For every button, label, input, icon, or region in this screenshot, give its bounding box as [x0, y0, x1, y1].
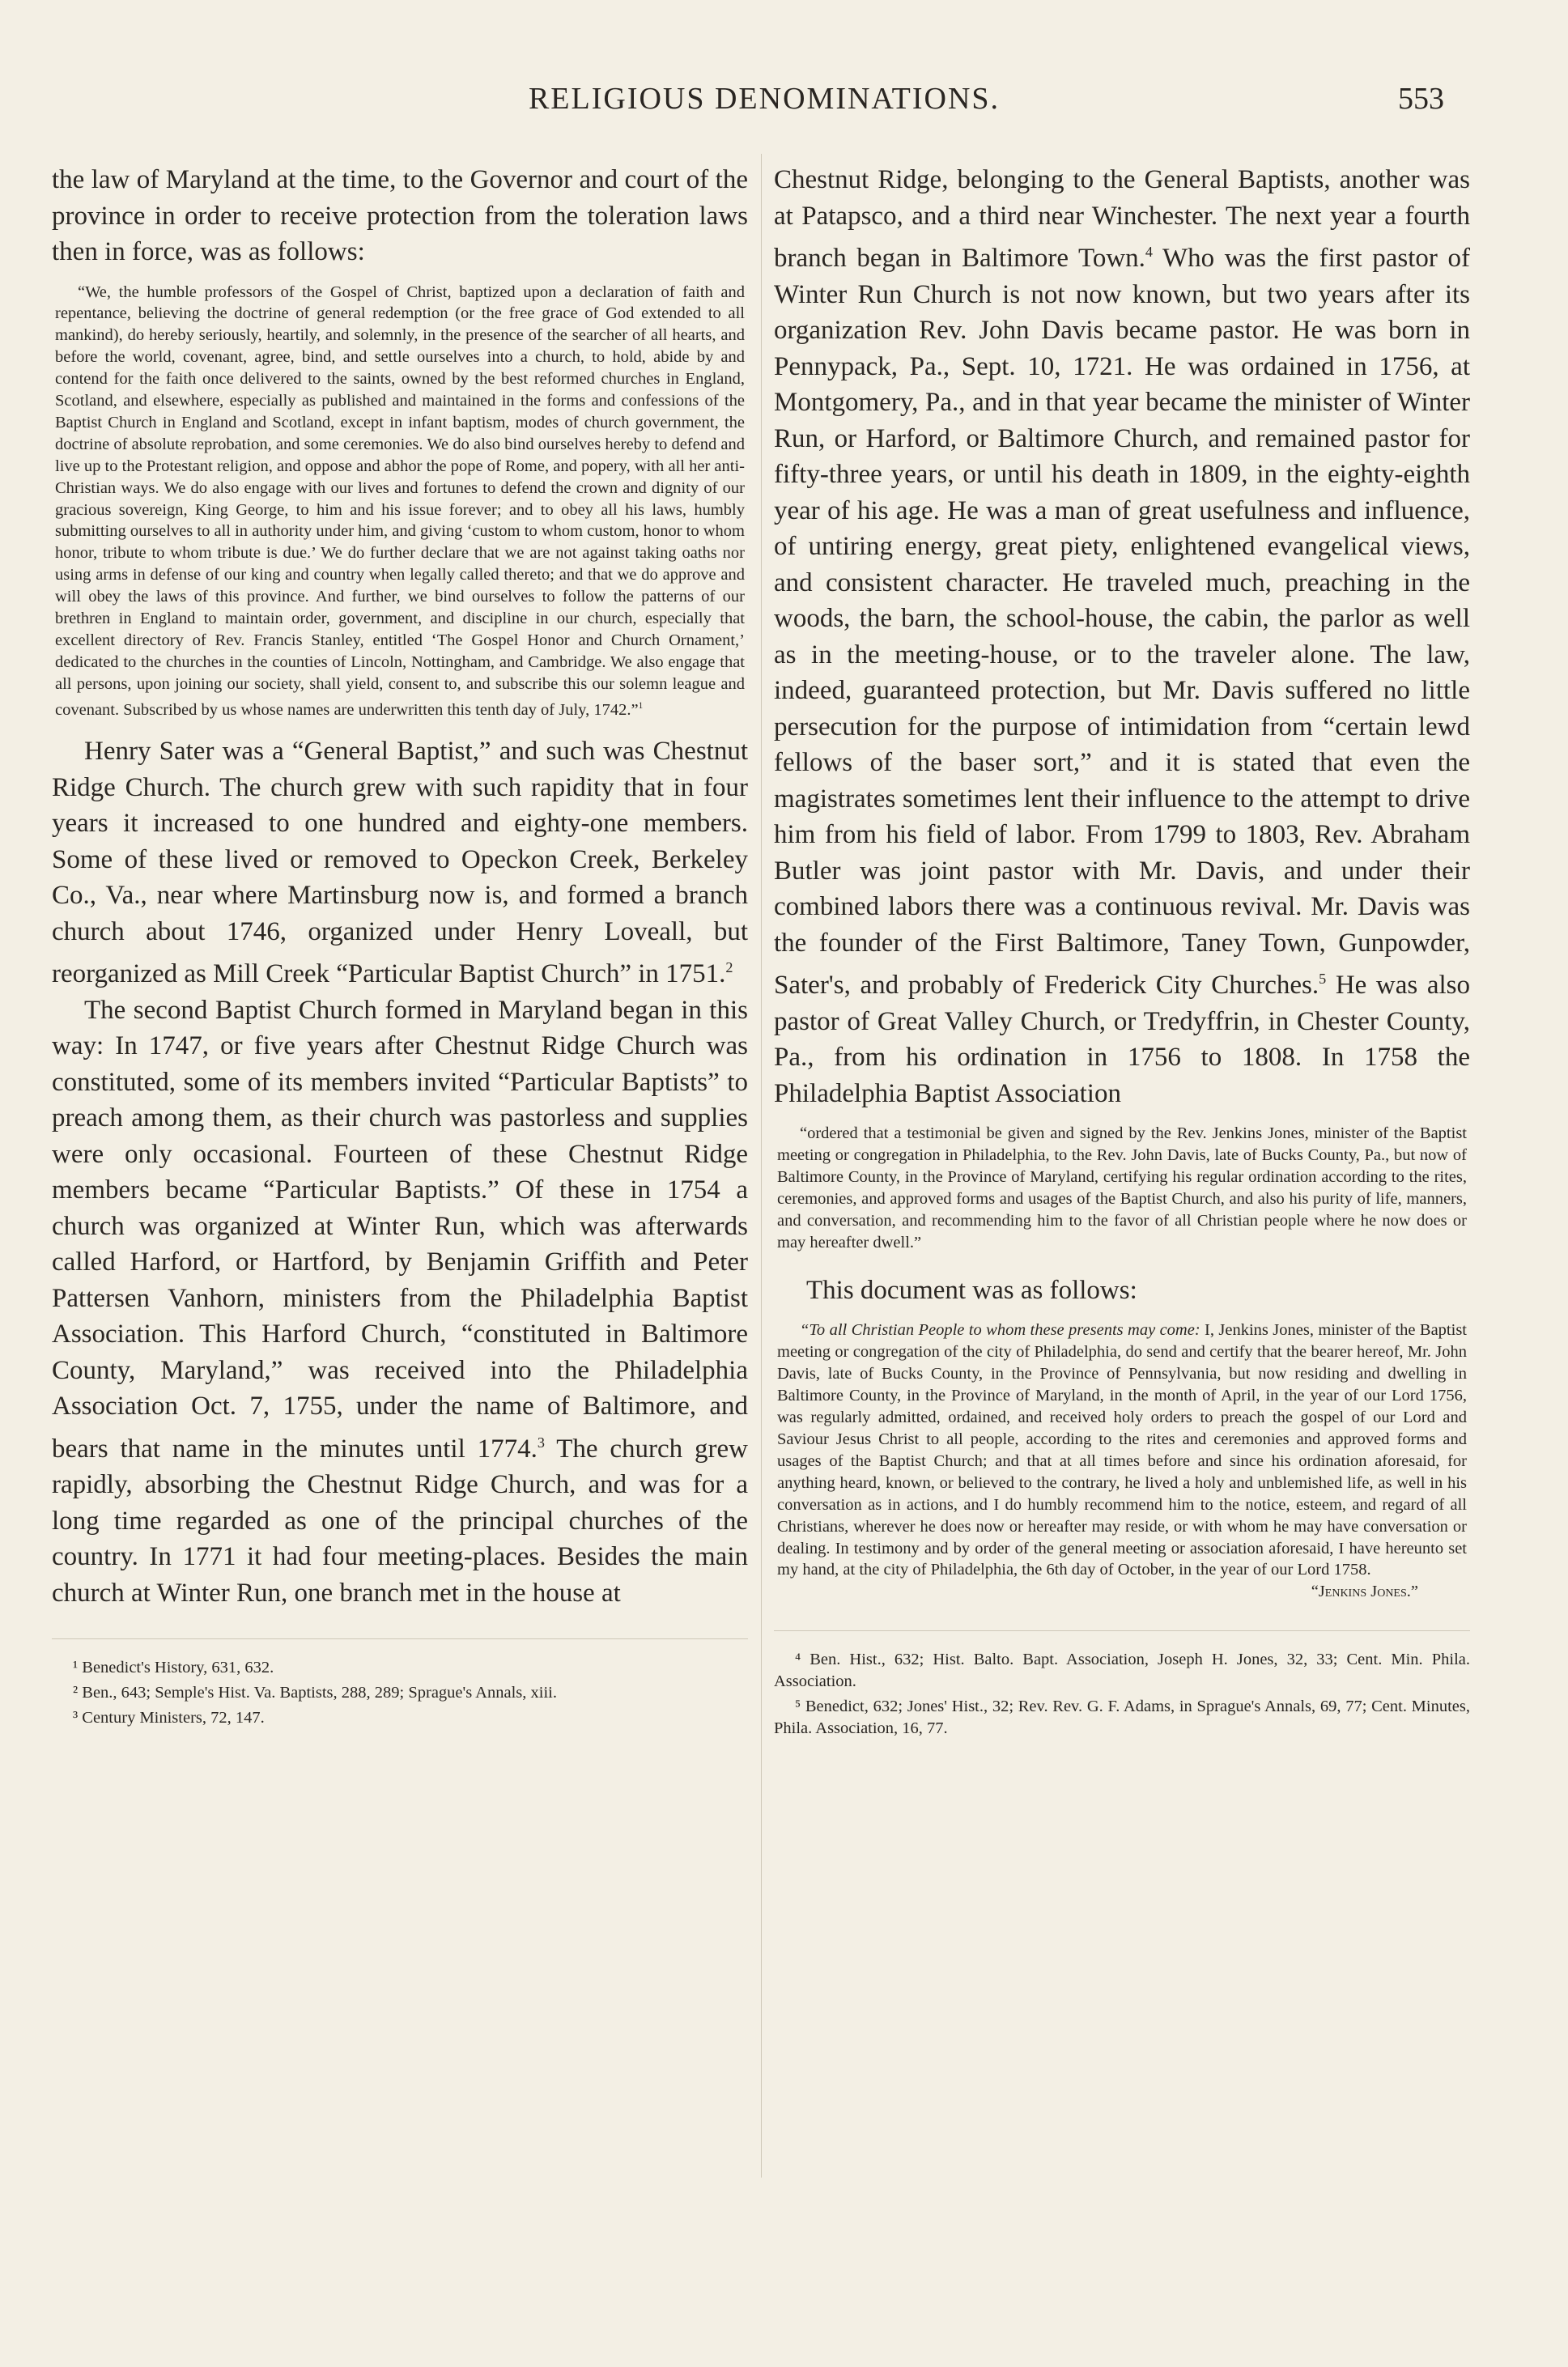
footnotes [774, 1649, 1470, 1740]
footnote-ref: 2 [725, 959, 733, 976]
signature: “Jenkins Jones.” [1311, 1583, 1418, 1601]
running-title: RELIGIOUS DENOMINATIONS. [528, 82, 1001, 116]
quote-text: I, Jenkins Jones, minister of the Baptist meeting or congregation of the city of Philadelphia, do send and certify that the bearer hereof, Mr. John Davis, late of Bucks County, in the Province of Pennsylvania, but now residing and dwelling in Baltimore County, in the Province of Maryland, in the month of April, in the year of our Lord 1756, was regularly admitted, ordained, and received holy orders to preach the gospel of our Lord and Saviour Jesus Christ to all people, according to the rites and ceremonies and approved forms and usages of the Baptist Church; and that at all times before and since his ordination aforesaid, for anything heard, known, or believed to the contrary, he lived a holy and unblemished life, as well in his conversation as in actions, and I do humbly recommend him to the notice, esteem, and regard of all Christians, wherever he does now or hereafter may reside, or with whom he may have conversation or dealing. In testimony and by order of the general meeting or association aforesaid, I have hereunto set my hand, at the city of Philadelphia, the 6th day of October, in the year of our Lord 1758. [777, 1321, 1467, 1579]
paragraph-text: He was also pastor of Great Valley Church, or Tredyffrin, in Chester County, Pa., from his ordination in 1756 to 1808. In 1758 the Philadelphia Baptist Association [774, 971, 1470, 1108]
footnote-rule [52, 1638, 748, 1639]
testimonial-quote [774, 1319, 1470, 1603]
footnote-ref: 5 [1319, 971, 1327, 987]
footnote-rule [774, 1630, 1470, 1631]
paragraph-text: Henry Sater was a “General Baptist,” and such was Chestnut Ridge Church. The church grew with such rapidity that in four years it increased to one hundred and eighty-one members. Some of these lived or removed to Opeckon Creek, Berkeley Co., Va., near where Martinsburg now is, and formed a branch church about 1746, organized under Henry Loveall, but reorganized as Mill Creek “Particular Baptist Church” in 1751. [52, 737, 748, 989]
paragraph-text: Chestnut Ridge, belonging to the General Baptists, another was at Patapsco, and a third near Winchester. The next year a fourth branch began in Baltimore Town. [774, 165, 1470, 273]
footnote: ⁴ Ben. Hist., 632; Hist. Balto. Bapt. Association, Joseph H. Jones, 32, 33; Cent. Min. Phila. Association. [774, 1651, 1470, 1691]
paragraph-text: The church grew rapidly, absorbing the Chestnut Ridge Church, and was for a long time regarded as one of the principal churches of the country. In 1771 it had four meeting-places. Besides the main church at Winter Run, one branch met in the house at [52, 1434, 748, 1608]
paragraph: the law of Maryland at the time, to the Governor and court of the province in order to receive protection from the toleration laws then in force, was as follows: [52, 165, 748, 266]
paragraph-text: The second Baptist Church formed in Maryland began in this way: In 1747, or five years after Chestnut Ridge Church was constituted, some of its members invited “Particular Baptists” to preach among them, as their church was pastorless and supplies were only occasional. Fourteen of these Chestnut Ridge members became “Particular Baptists.” Of these in 1754 a church was organized at Winter Run, which was afterwards called Harford, or Hartford, by Benjamin Griffith and Peter Pattersen Vanhorn, ministers from the Philadelphia Baptist Association. This Harford Church, “constituted in Baltimore County, Maryland,” was received into the Philadelphia Association Oct. 7, 1755, under the name of Baltimore, and bears that name in the minutes until 1774. [52, 995, 748, 1464]
left-column [52, 162, 748, 1732]
footnotes [52, 1657, 748, 1729]
footnote: ³ Century Ministers, 72, 147. [73, 1709, 265, 1727]
paragraph [774, 162, 1470, 1111]
column-divider [761, 154, 762, 2178]
quote-text: “ordered that a testimonial be given and signed by the Rev. Jenkins Jones, minister of the Baptist meeting or congregation in Philadelphia, to the Rev. John Davis, late of Bucks County, Pa., but now of Baltimore County, in the Province of Maryland, certifying his regular ordination according to the rites, ceremonies, and approved forms and usages of the Baptist Church, and also his purity of life, manners, and conversation, and recommending him to the favor of all Christian people where he now does or may hereafter dwell.” [777, 1124, 1467, 1251]
paragraph [52, 992, 748, 1612]
right-column [774, 162, 1470, 1743]
footnote: ² Ben., 643; Semple's Hist. Va. Baptists, 288, 289; Sprague's Annals, xiii. [73, 1684, 557, 1702]
footnote-ref: 4 [1145, 244, 1153, 260]
running-header [52, 81, 1477, 130]
page-number: 553 [1398, 82, 1444, 116]
quote-text: “We, the humble professors of the Gospel of Christ, baptized upon a declaration of faith and repentance, believing the doctrine of general redemption (or the free grace of God extended to all mankind), do hereby seriously, heartily, and solemnly, in the presence of the searcher of all hearts, and before the world, covenant, agree, bind, and settle ourselves into a church, to hold, abide by and contend for the faith once delivered to the saints, owned by the best reformed churches in England, Scotland, and elsewhere, especially as published and maintained in the forms and confessions of the Baptist Church in England and Scotland, except in infant baptism, modes of church government, the doctrine of absolute reprobation, and some ceremonies. We do also bind ourselves hereby to defend and live up to the Protestant religion, and oppose and abhor the pope of Rome, and popery, with all her anti-Christian ways. We do also engage with our lives and fortunes to defend the crown and dignity of our gracious sovereign, King George, to him and his issue forever; and to obey all his laws, humbly submitting ourselves to all in authority under him, and giving ‘custom to whom custom, honor to whom honor, tribute to whom tribute is due.’ We do further declare that we are not against taking oaths nor using arms in defense of our king and country when legally called thereto; and that we do approve and will obey the laws of this province. And further, we bind ourselves to follow the patterns of our brethren in England to maintain order, government, and discipline in our church, especially that excellent directory of Rev. Francis Stanley, entitled ‘The Gospel Honor and Church Ornament,’ dedicated to the churches in the counties of Lincoln, Nottingham, and Cambridge. We also engage that all persons, upon joining our society, shall yield, consent to, and subscribe this our solemn league and covenant. Subscribed by us whose names are underwritten this tenth day of July, 1742.” [55, 283, 745, 719]
salutation: “To all Christian People to whom these presents may come: [800, 1321, 1200, 1340]
footnote-ref: 1 [638, 700, 644, 711]
paragraph-text: Who was the first pastor of Winter Run Church is not now known, but two years after its organization Rev. John Davis became pastor. He was born in Pennypack, Pa., Sept. 10, 1721. He was ordained in 1756, at Montgomery, Pa., and in that year became the minister of Winter Run, or Harford, or Baltimore Church, and remained pastor for fifty-three years, or until his death in 1809, in the eighty-eighth year of his age. He was a man of great usefulness and influence, of untiring energy, great piety, enlightened evangelical views, and consistent character. He traveled much, preaching in the woods, the barn, the school-house, the cabin, the parlor as well as in the meeting-house, or to the traveler alone. The law, indeed, guaranteed protection, but Mr. Davis suffered no little persecution for the purpose of intimidation from “certain lewd fellows of the baser sort,” and it is stated that even the magistrates sometimes lent their influence to the attempt to drive him from his field of labor. From 1799 to 1803, Rev. Abraham Butler was joint pastor with Mr. Davis, and under their combined labors there was a continuous revival. Mr. Davis was the founder of the First Baltimore, Taney Town, Gunpowder, Sater's, and probably of Frederick City Churches. [774, 244, 1470, 1000]
association-order-quote [774, 1123, 1470, 1253]
footnote: ¹ Benedict's History, 631, 632. [73, 1659, 274, 1677]
footnote-ref: 3 [537, 1434, 545, 1451]
covenant-quote [52, 282, 748, 721]
footnote: ⁵ Benedict, 632; Jones' Hist., 32; Rev. Rev. G. F. Adams, in Sprague's Annals, 69, 77; Cent. Minutes, Phila. Association, 16, 77. [774, 1698, 1470, 1738]
lead-in: This document was as follows: [806, 1276, 1137, 1306]
paragraph [52, 733, 748, 992]
